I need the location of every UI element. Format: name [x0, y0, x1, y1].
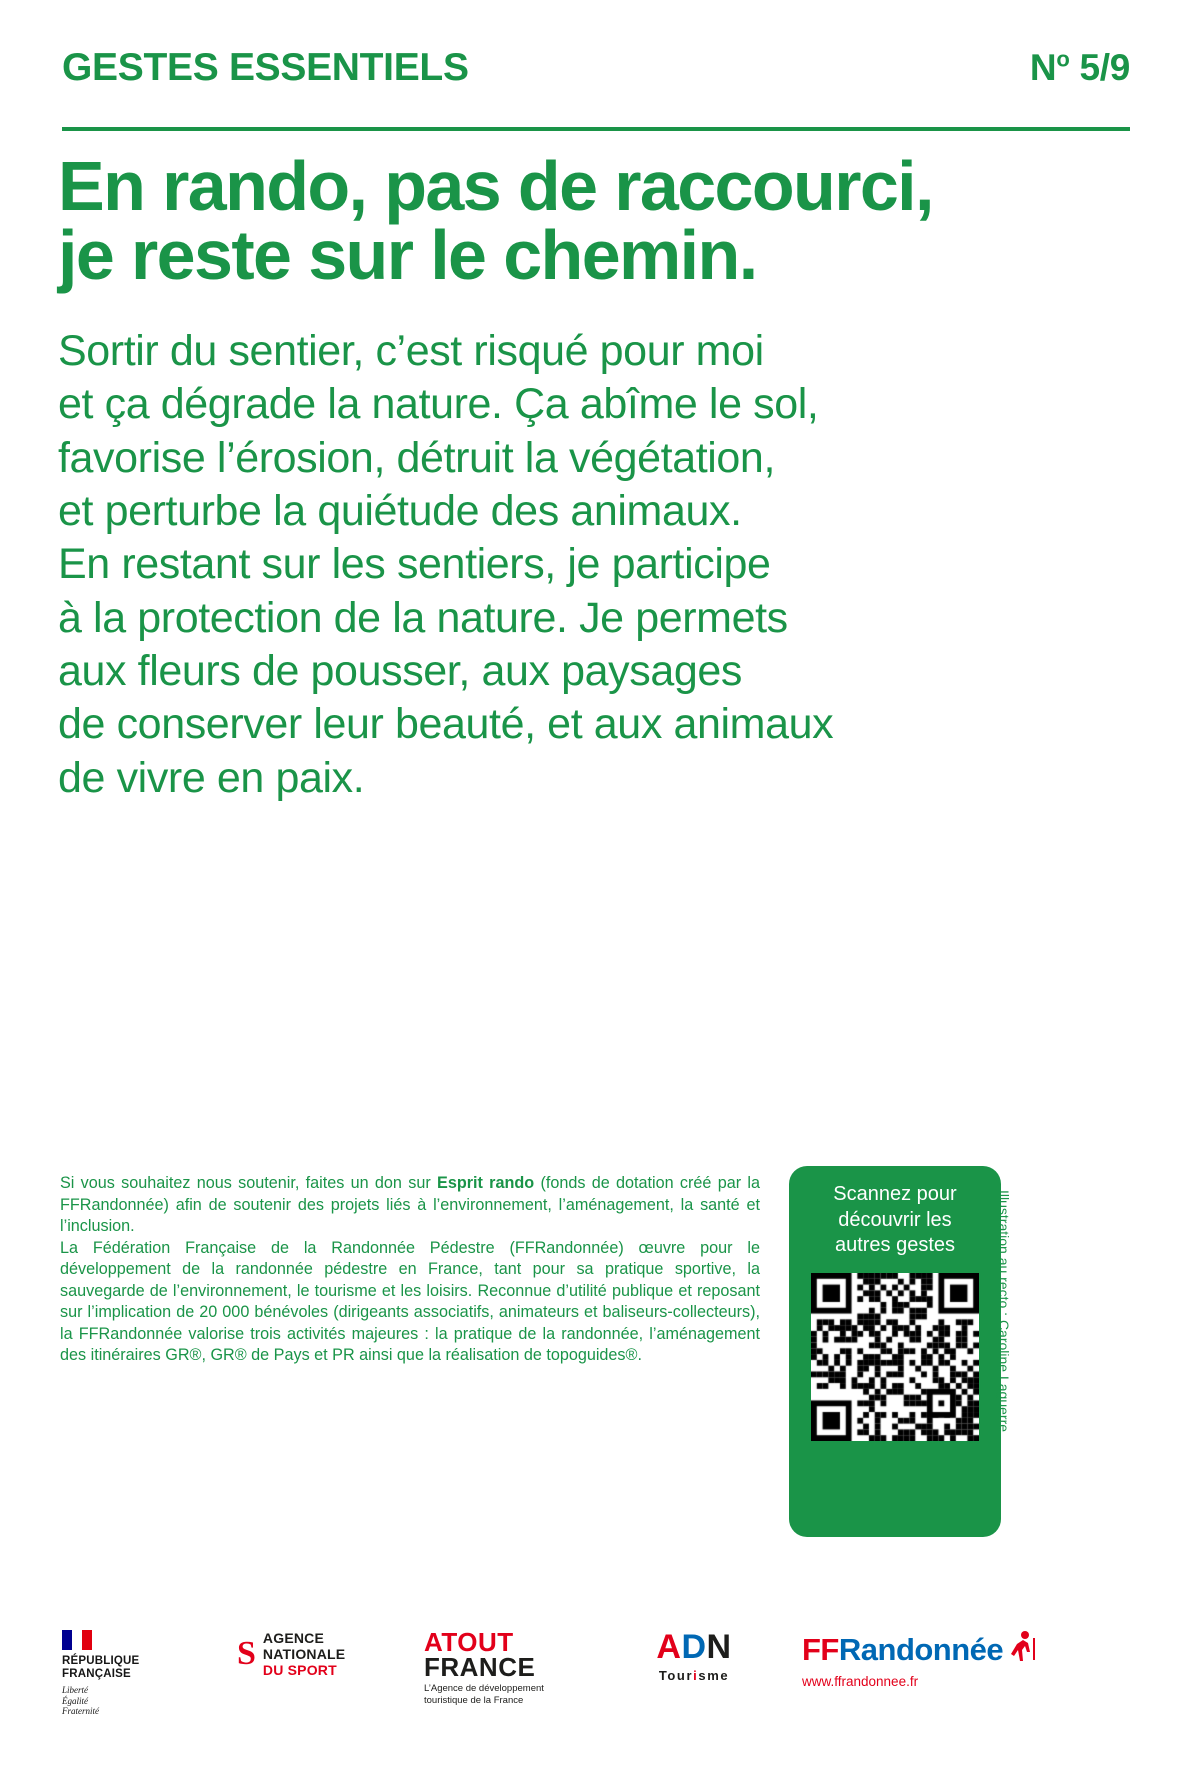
ffrandonnee-ff: FF	[802, 1631, 839, 1667]
atout-france-line-2: FRANCE	[424, 1651, 536, 1682]
header	[62, 46, 1130, 90]
sheet-number-prefix: N	[1029, 47, 1057, 88]
rf-line-2: FRANÇAISE	[62, 1667, 131, 1680]
adn-subtitle	[629, 1668, 759, 1683]
legal-p1-before: Si vous souhaitez nous soutenir, faites un don sur	[60, 1174, 438, 1192]
sheet-number-ordinal: o	[1056, 46, 1070, 72]
ffrandonnee-url[interactable]: www.ffrandonnee.fr	[802, 1674, 919, 1689]
rf-line-1: RÉPUBLIQUE	[62, 1655, 140, 1667]
rf-motto-3: Fraternité	[62, 1706, 99, 1717]
partner-logos	[62, 1627, 1004, 1740]
adn-letter-n: N	[706, 1628, 732, 1666]
headline-line-2: je reste sur le chemin.	[58, 216, 757, 295]
body-line-8: de conserver leur beauté, et aux animaux	[58, 700, 834, 749]
adn-sub-before: Tour	[658, 1668, 694, 1683]
logo-ffrandonnee	[802, 1630, 1052, 1689]
rf-motto	[62, 1685, 154, 1717]
qr-caption	[805, 1182, 985, 1259]
legal-text	[60, 1173, 760, 1367]
ffrandonnee-name: Randonnée	[838, 1631, 1004, 1667]
adn-letter-d: D	[681, 1628, 707, 1666]
body-line-5: En restant sur les sentiers, je participe	[58, 540, 771, 589]
sheet-number-value: 5/9	[1069, 47, 1130, 88]
atout-france-line-1: ATOUT	[424, 1627, 514, 1657]
logo-atout-france	[424, 1627, 599, 1706]
adn-sub-after: sme	[698, 1668, 730, 1683]
body-line-3: favorise l’érosion, détruit la végétation,	[58, 433, 775, 482]
esprit-rando-name: Esprit rando	[437, 1174, 535, 1192]
ans-s-mark-icon: S	[237, 1635, 256, 1672]
headline-line-1: En rando, pas de raccourci,	[58, 147, 933, 225]
adn-sub-accent: i	[693, 1668, 699, 1683]
rf-motto-1: Liberté	[62, 1684, 88, 1695]
ans-line-2: NATIONALE	[262, 1646, 346, 1662]
ans-line-1: AGENCE	[262, 1630, 325, 1646]
legal-p1-after: (fonds de dotation créé par la FFRandonnée) afin de soutenir des projets liés à l’environnement, l’aménagement, la santé et l’inclusion.	[60, 1174, 761, 1236]
legal-paragraph-2: La Fédération Française de la Randonnée Pédestre (FFRandonnée) œuvre pour le développement de la randonnée pédestre en France, tant pour sa pratique sportive, la sauvegarde de l’environnement, le tourisme et les loisirs. Reconnue d’utilité publique et reposant sur l’implication de 20 000 bénévoles (dirigeants associatifs, animateurs et baliseurs-collecteurs), la FFRandonnée valorise trois activités majeures : la pratique de la randonnée, l’aménagement des itinéraires GR®, GR® de Pays et PR ainsi que la réalisation de topoguides®.	[60, 1238, 760, 1365]
qr-code-image[interactable]	[811, 1273, 979, 1441]
hiker-icon	[1008, 1630, 1038, 1669]
page-title: GESTES ESSENTIELS	[62, 46, 469, 89]
qr-caption-line-3: autres gestes	[834, 1234, 956, 1257]
atout-france-sub-2: touristique de la France	[424, 1694, 524, 1706]
legal-paragraph-1	[60, 1173, 760, 1238]
ans-line-3: DU SPORT	[262, 1662, 337, 1678]
body-line-9: de vivre en paix.	[58, 753, 365, 802]
body-line-6: à la protection de la nature. Je permets	[58, 593, 788, 642]
header-divider	[62, 127, 1130, 131]
rf-motto-2: Égalité	[62, 1695, 88, 1706]
body-line-4: et perturbe la quiétude des animaux.	[58, 486, 742, 535]
atout-france-subtitle	[424, 1683, 599, 1706]
atout-france-sub-1: L’Agence de développement	[424, 1683, 544, 1695]
body-paragraph	[58, 325, 1148, 805]
body-line-2: et ça dégrade la nature. Ça abîme le sol,	[58, 380, 819, 429]
qr-panel[interactable]	[789, 1166, 1001, 1537]
logo-agence-nationale-du-sport	[237, 1630, 387, 1678]
logo-republique-francaise	[62, 1630, 154, 1717]
adn-letter-a: A	[656, 1628, 682, 1666]
adn-letters	[629, 1630, 759, 1664]
headline	[58, 147, 1138, 295]
body-line-7: aux fleurs de pousser, aux paysages	[58, 646, 742, 695]
body-line-1: Sortir du sentier, c’est risqué pour moi	[58, 327, 764, 375]
logo-adn-tourisme	[629, 1630, 759, 1683]
qr-code-canvas	[811, 1273, 979, 1441]
sheet-number	[1030, 47, 1130, 89]
french-flag-icon	[62, 1630, 92, 1650]
qr-caption-line-1: Scannez pour	[833, 1183, 957, 1205]
qr-caption-line-2: découvrir les	[838, 1208, 952, 1231]
illustration-credit: Illustration au recto : Caroline Laguerre	[996, 1190, 1012, 1433]
